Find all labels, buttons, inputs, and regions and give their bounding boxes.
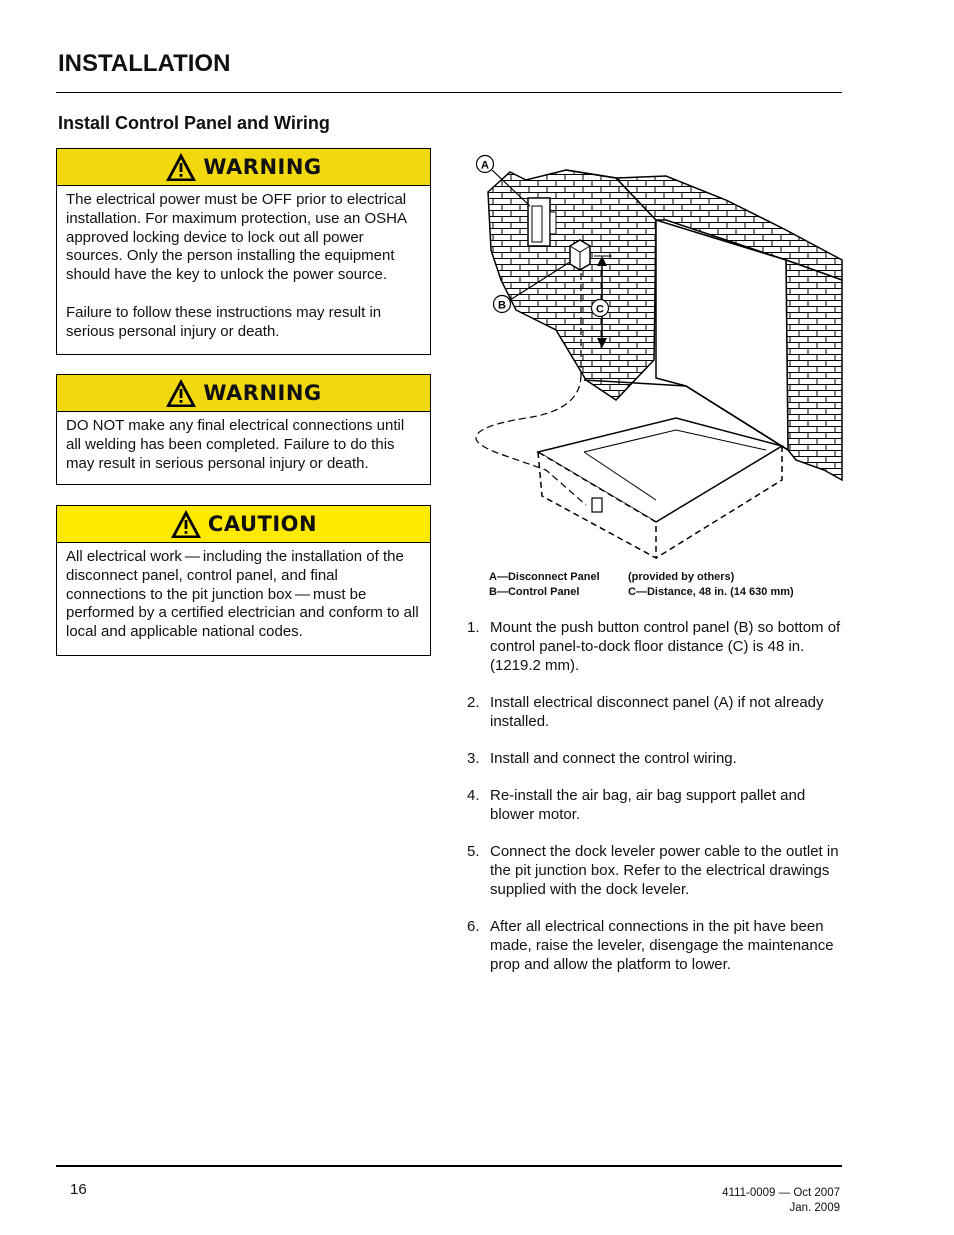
header-rule — [56, 92, 842, 93]
caution-label: CAUTION — [207, 512, 318, 536]
doc-number: 4111-0009 — Oct 2007 — [722, 1187, 840, 1199]
legend-item-c: C—Distance, 48 in. (14 630 mm) — [628, 586, 794, 598]
warning-body — [57, 412, 430, 473]
section-heading: Install Control Panel and Wiring — [58, 113, 330, 133]
page-number: 16 — [70, 1181, 87, 1198]
step-text: Mount the push button control panel (B) so bottom of control panel-to-dock floor distance (C) is 48 in. (1219.2 mm). — [490, 619, 841, 674]
warning-triangle-icon — [165, 378, 197, 408]
legend-item-b: B—Control Panel — [489, 586, 580, 598]
list-item — [467, 694, 847, 732]
warning-body — [57, 186, 430, 341]
callout-a-label: A — [481, 159, 489, 172]
warning-label: WARNING — [203, 381, 322, 405]
legend-note-a: (provided by others) — [628, 571, 735, 583]
step-number: 2. — [467, 693, 480, 711]
warning-paragraph: DO NOT make any final electrical connections until all welding has been completed. Failure to do this may result in serious personal injury or death. — [66, 417, 405, 472]
figure-legend — [489, 570, 794, 600]
caution-box — [56, 505, 431, 656]
installation-figure — [466, 150, 846, 570]
footer-rule — [56, 1165, 842, 1167]
step-number: 5. — [467, 843, 480, 861]
installation-steps — [467, 619, 847, 993]
caution-paragraph: All electrical work — including the installation of the disconnect panel, control panel, and final connections to the pit junction box — must be performed by a certified electrician and conform to all local and applicable national codes. — [66, 548, 419, 641]
warning-header — [57, 149, 430, 186]
legend-item-a: A—Disconnect Panel — [489, 571, 600, 583]
warning-box-power — [56, 148, 431, 355]
warning-label: WARNING — [203, 155, 322, 179]
step-text: Connect the dock leveler power cable to the outlet in the pit junction box. Refer to the electrical drawings supplied with the dock leveler. — [490, 843, 839, 898]
step-number: 4. — [467, 787, 480, 805]
dock-wall-illustration — [466, 150, 846, 565]
list-item — [467, 918, 847, 974]
step-text: Install and connect the control wiring. — [490, 749, 737, 767]
list-item — [467, 619, 847, 675]
warning-paragraph: The electrical power must be OFF prior to electrical installation. For maximum protection, use an OSHA approved locking device to lock out all power sources. Only the person installing the equipment should have the key to unlock the power source. — [66, 191, 407, 284]
step-text: Install electrical disconnect panel (A) if not already installed. — [490, 693, 824, 730]
step-text: Re-install the air bag, air bag support pallet and blower motor. — [490, 787, 806, 824]
revision-date: Jan. 2009 — [789, 1202, 840, 1214]
warning-header — [57, 375, 430, 412]
caution-header — [57, 506, 430, 543]
caution-triangle-icon — [170, 509, 202, 539]
callout-b-label: B — [498, 299, 506, 312]
warning-paragraph: Failure to follow these instructions may result in serious personal injury or death. — [66, 303, 382, 340]
list-item — [467, 843, 847, 899]
caution-body — [57, 543, 430, 642]
list-item — [467, 750, 847, 769]
step-number: 1. — [467, 619, 480, 636]
warning-box-welding — [56, 374, 431, 485]
step-number: 3. — [467, 749, 480, 767]
list-item — [467, 787, 847, 825]
warning-triangle-icon — [165, 152, 197, 182]
step-text: After all electrical connections in the pit have been made, raise the leveler, disengage the maintenance prop and allow the platform to lower. — [490, 918, 834, 973]
callout-c-label: C — [596, 303, 604, 316]
step-number: 6. — [467, 918, 480, 936]
page-title: INSTALLATION — [58, 50, 231, 77]
document-id — [722, 1186, 840, 1216]
